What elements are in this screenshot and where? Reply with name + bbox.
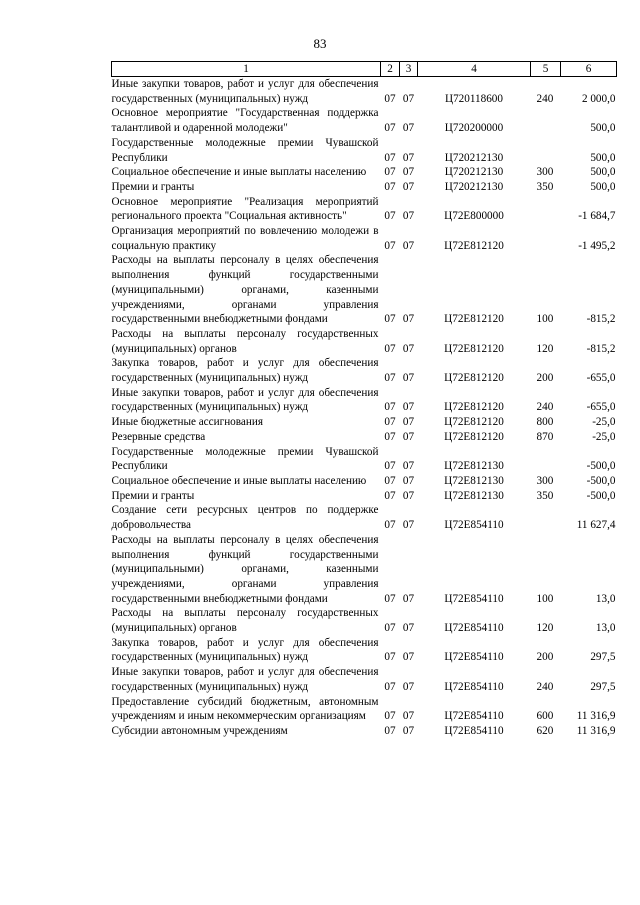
row-name: Расходы на выплаты персоналу в целях обеспечения выполнения функций государственными (муниципальными) органами, казенными учреждениями, органами управления государственными внебюджетными фондами (111, 533, 379, 605)
table-row (112, 356, 617, 385)
row-target-article: Ц720212130 (444, 180, 504, 193)
row-target-article: Ц72E812120 (444, 313, 504, 326)
row-expense-type: 600 (536, 710, 554, 723)
header-col-section: 2 (381, 62, 400, 77)
row-subsection: 07 (402, 622, 415, 635)
row-target-article: Ц72E854110 (444, 710, 504, 723)
row-name: Социальное обеспечение и иные выплаты населению (111, 166, 367, 179)
row-subsection: 07 (402, 313, 415, 326)
row-section: 07 (384, 180, 396, 193)
row-target-article: Ц72E854110 (444, 724, 504, 737)
row-name: Иные бюджетные ассигнования (111, 416, 263, 429)
row-section: 07 (384, 342, 396, 355)
row-target-article: Ц72E812130 (444, 460, 504, 473)
table-row (112, 195, 617, 224)
row-amount: 13,0 (595, 592, 616, 605)
row-section: 07 (384, 592, 396, 605)
row-subsection: 07 (402, 151, 415, 164)
row-target-article: Ц72E812120 (444, 416, 504, 429)
row-subsection: 07 (402, 474, 415, 487)
row-target-article: Ц720118600 (444, 92, 503, 105)
row-name: Иные закупки товаров, работ и услуг для обеспечения государственных (муниципальных) нужд (111, 666, 379, 693)
table-row (112, 415, 617, 430)
row-subsection: 07 (402, 166, 415, 179)
row-name: Основное мероприятие "Реализация мероприятий регионального проекта "Социальная активность" (111, 195, 379, 223)
row-expense-type: 870 (536, 430, 554, 443)
row-expense-type: 300 (536, 166, 554, 179)
header-col-name: 1 (112, 62, 381, 77)
row-subsection: 07 (402, 519, 415, 532)
header-col-target-article: 4 (418, 62, 531, 77)
row-subsection: 07 (402, 372, 415, 385)
row-expense-type: 200 (536, 651, 554, 664)
row-section: 07 (384, 710, 396, 723)
row-expense-type (531, 106, 561, 135)
table-row (112, 165, 617, 180)
row-section: 07 (384, 313, 396, 326)
row-subsection: 07 (402, 416, 415, 429)
row-name: Государственные молодежные премии Чувашской Республики (111, 445, 379, 473)
row-expense-type (531, 195, 561, 224)
header-col-amount: 6 (561, 62, 617, 77)
table-row (112, 695, 617, 724)
row-section: 07 (384, 474, 396, 487)
page-number: 83 (313, 36, 327, 51)
row-name: Премии и гранты (111, 180, 195, 193)
row-expense-type: 240 (536, 92, 554, 105)
row-expense-type: 800 (536, 416, 554, 429)
row-section: 07 (384, 430, 396, 443)
row-name: Закупка товаров, работ и услуг для обеспечения государственных (муниципальных) нужд (111, 357, 379, 385)
row-amount: -655,0 (586, 372, 616, 385)
row-expense-type (531, 445, 561, 474)
table-row (112, 224, 617, 253)
table-row (112, 445, 617, 474)
row-amount: -815,2 (586, 342, 616, 355)
row-amount: 297,5 (590, 680, 616, 693)
row-section: 07 (384, 372, 396, 385)
row-section: 07 (384, 122, 396, 135)
row-target-article: Ц72E854110 (444, 622, 504, 635)
row-subsection: 07 (402, 180, 415, 193)
row-name: Субсидии автономным учреждениям (111, 724, 288, 737)
table-row (112, 386, 617, 415)
row-subsection: 07 (402, 724, 415, 737)
row-subsection: 07 (402, 239, 415, 252)
row-subsection: 07 (402, 342, 415, 355)
row-expense-type: 240 (536, 680, 554, 693)
row-subsection: 07 (402, 489, 415, 502)
row-target-article: Ц72E812130 (444, 489, 504, 502)
row-amount: 500,0 (590, 180, 616, 193)
table-row (112, 474, 617, 489)
row-amount: -1 684,7 (578, 210, 616, 223)
row-subsection: 07 (402, 430, 415, 443)
row-amount: -1 495,2 (578, 239, 616, 252)
row-subsection: 07 (402, 210, 415, 223)
row-expense-type: 120 (536, 342, 554, 355)
row-amount: 11 316,9 (576, 710, 616, 723)
table-row (112, 489, 617, 504)
row-target-article: Ц72E812120 (444, 372, 504, 385)
row-amount: -25,0 (592, 416, 616, 429)
row-name: Создание сети ресурсных центров по поддержке добровольчества (111, 504, 379, 532)
row-amount: 11 316,9 (576, 724, 616, 737)
row-name: Иные закупки товаров, работ и услуг для обеспечения государственных (муниципальных) нужд (111, 78, 379, 105)
row-expense-type: 100 (536, 592, 554, 605)
row-expense-type: 240 (536, 401, 554, 414)
row-amount: -500,0 (586, 489, 616, 502)
row-target-article: Ц720212130 (444, 166, 504, 179)
row-expense-type: 100 (536, 313, 554, 326)
row-target-article: Ц72E800000 (444, 210, 504, 223)
row-target-article: Ц72E854110 (444, 592, 504, 605)
table-row (112, 106, 617, 135)
row-target-article: Ц72E812120 (444, 401, 504, 414)
row-expense-type (531, 224, 561, 253)
row-name: Расходы на выплаты персоналу государственных (муниципальных) органов (111, 607, 379, 635)
row-section: 07 (384, 680, 396, 693)
row-name: Государственные молодежные премии Чувашской Республики (111, 136, 379, 164)
table-body (112, 77, 617, 739)
row-section: 07 (384, 651, 396, 664)
row-expense-type (531, 136, 561, 165)
row-expense-type: 200 (536, 372, 554, 385)
row-section: 07 (384, 92, 396, 105)
row-target-article: Ц72E812120 (444, 239, 504, 252)
table-row (112, 665, 617, 694)
table-header (112, 62, 617, 77)
row-amount: -500,0 (586, 460, 616, 473)
row-subsection: 07 (402, 710, 415, 723)
table-row (112, 533, 617, 607)
row-section: 07 (384, 401, 396, 414)
header-col-expense-type: 5 (531, 62, 561, 77)
row-name: Премии и гранты (111, 489, 195, 502)
row-amount: 297,5 (590, 651, 616, 664)
row-target-article: Ц720200000 (444, 122, 504, 135)
table-row (112, 327, 617, 356)
row-section: 07 (384, 210, 396, 223)
row-target-article: Ц72E854110 (444, 519, 504, 532)
row-name: Организация мероприятий по вовлечению молодежи в социальную практику (111, 225, 379, 252)
row-subsection: 07 (402, 122, 415, 135)
row-name: Предоставление субсидий бюджетным, автономным учреждениям и иным некоммерческим организациям (111, 695, 379, 723)
row-subsection: 07 (402, 401, 415, 414)
row-name: Социальное обеспечение и иные выплаты населению (111, 474, 367, 487)
row-name: Основное мероприятие "Государственная поддержка талантливой и одаренной молодежи" (111, 107, 379, 135)
row-amount: -655,0 (586, 401, 616, 414)
row-amount: -815,2 (586, 313, 616, 326)
row-subsection: 07 (402, 460, 415, 473)
row-subsection: 07 (402, 92, 415, 105)
row-target-article: Ц72E854110 (444, 680, 504, 693)
row-section: 07 (384, 166, 396, 179)
row-subsection: 07 (402, 680, 415, 693)
row-target-article: Ц72E812120 (444, 342, 504, 355)
row-section: 07 (384, 489, 396, 502)
table-row (112, 77, 617, 107)
row-amount: 500,0 (590, 151, 616, 164)
row-target-article: Ц720212130 (444, 151, 504, 164)
row-amount: 13,0 (595, 622, 616, 635)
row-section: 07 (384, 519, 396, 532)
table-row (112, 253, 617, 327)
row-expense-type (531, 503, 561, 532)
row-section: 07 (384, 724, 396, 737)
row-section: 07 (384, 416, 396, 429)
row-amount: -500,0 (586, 474, 616, 487)
row-expense-type: 300 (536, 474, 554, 487)
row-target-article: Ц72E854110 (444, 651, 504, 664)
table-row (112, 606, 617, 635)
row-amount: 11 627,4 (576, 519, 616, 532)
table-row (112, 724, 617, 739)
row-subsection: 07 (402, 592, 415, 605)
row-subsection: 07 (402, 651, 415, 664)
header-col-subsection: 3 (400, 62, 418, 77)
row-expense-type: 350 (536, 180, 554, 193)
row-name: Закупка товаров, работ и услуг для обеспечения государственных (муниципальных) нужд (111, 636, 379, 664)
table-row (112, 430, 617, 445)
row-expense-type: 620 (536, 724, 554, 737)
table-row (112, 180, 617, 195)
row-name: Резервные средства (111, 430, 206, 443)
row-amount: 500,0 (590, 166, 616, 179)
row-name: Расходы на выплаты персоналу государственных (муниципальных) органов (111, 327, 379, 355)
row-target-article: Ц72E812130 (444, 474, 504, 487)
row-amount: -25,0 (592, 430, 616, 443)
row-name: Расходы на выплаты персоналу в целях обеспечения выполнения функций государственными (муниципальными) органами, казенными учреждениями, органами управления государственными внебюджетными фондами (111, 254, 379, 326)
row-section: 07 (384, 151, 396, 164)
row-name: Иные закупки товаров, работ и услуг для обеспечения государственных (муниципальных) нужд (111, 386, 379, 414)
row-amount: 500,0 (590, 122, 616, 135)
table-row (112, 503, 617, 532)
budget-table (111, 61, 617, 739)
table-row (112, 636, 617, 665)
row-section: 07 (384, 460, 396, 473)
row-expense-type: 350 (536, 489, 554, 502)
table-row (112, 136, 617, 165)
row-amount: 2 000,0 (581, 92, 616, 105)
row-section: 07 (384, 239, 396, 252)
row-section: 07 (384, 622, 396, 635)
row-target-article: Ц72E812120 (444, 430, 504, 443)
row-expense-type: 120 (536, 622, 554, 635)
